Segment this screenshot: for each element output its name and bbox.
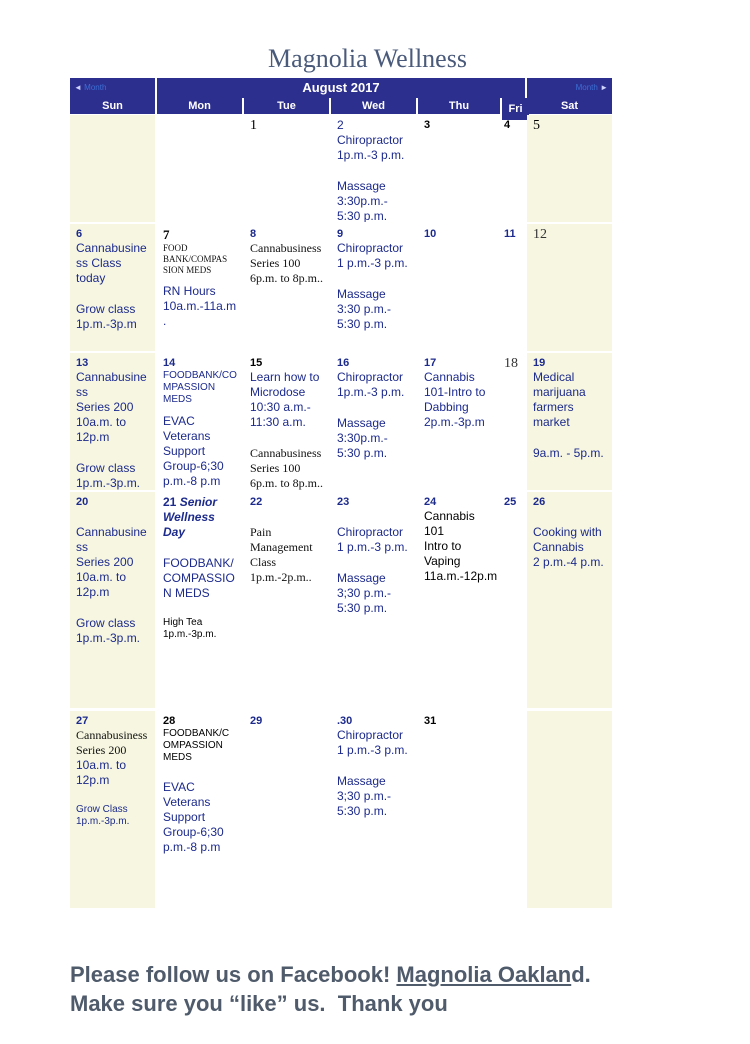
prev-month-bar <box>70 78 155 98</box>
day-cell-21[interactable] <box>157 492 242 708</box>
day-number: 5 <box>533 118 540 133</box>
event: Cannabis 101-Intro to Dabbing 2p.m.-3p.m <box>424 370 486 429</box>
day-cell-19[interactable] <box>527 353 612 490</box>
header-wed: Wed <box>331 98 416 114</box>
event: FOOD BANK/COMPAS SION MEDS <box>163 243 228 275</box>
next-month-bar <box>527 78 612 98</box>
day-number: 31 <box>424 715 437 727</box>
event: Chiropractor 1 p.m.-3 p.m. <box>337 728 408 757</box>
day-number: 13 <box>76 357 89 369</box>
day-number: 9 <box>337 228 344 240</box>
header-sat: Sat <box>527 98 612 114</box>
day-cell-2[interactable] <box>331 115 416 222</box>
day-cell-17[interactable] <box>418 353 500 490</box>
day-cell-22[interactable] <box>244 492 329 708</box>
day-cell-27[interactable] <box>70 711 155 908</box>
day-number: 14 <box>163 357 176 369</box>
day-number: 22 <box>250 496 263 508</box>
day-cell-7[interactable] <box>157 224 242 351</box>
day-number: 1 <box>250 118 257 133</box>
event: Cannabusine ss Series 200 10a.m. to 12p.m <box>76 370 147 444</box>
day-number: 10 <box>424 228 437 240</box>
day-number: 20 <box>76 496 89 508</box>
senior-wellness-day <box>163 495 236 540</box>
day-number: 15 <box>250 357 263 369</box>
event: Grow class 1p.m.-3p.m <box>76 302 137 331</box>
event: Chiropractor 1 p.m.-3 p.m. <box>337 241 408 270</box>
day-cell-29[interactable] <box>244 711 329 908</box>
event: Chiropractor 1 p.m.-3 p.m. <box>337 525 408 554</box>
day-cell-empty <box>502 711 525 908</box>
event: FOODBANK/CO MPASSION MEDS <box>163 370 237 405</box>
day-cell-8[interactable] <box>244 224 329 351</box>
footer-text: Please follow us on Facebook! <box>70 962 397 987</box>
day-cell-15[interactable] <box>244 353 329 490</box>
event: Medical marijuana farmers market <box>533 370 586 429</box>
event: Cannabusine ss Class today <box>76 241 147 285</box>
day-cell-10[interactable] <box>418 224 500 351</box>
event: Massage 3:30 p.m.- 5:30 p.m. <box>337 287 392 331</box>
day-number: 12 <box>533 227 547 242</box>
event: Grow class 1p.m.-3p.m. <box>76 461 141 490</box>
day-number: 4 <box>504 119 511 131</box>
day-number: 23 <box>337 496 350 508</box>
facebook-link[interactable]: Magnolia Oaklan <box>396 962 572 987</box>
day-cell-empty <box>527 711 612 908</box>
day-cell-23[interactable] <box>331 492 416 708</box>
event: FOODBANK/C OMPASSION MEDS <box>163 728 230 763</box>
day-cell-5[interactable] <box>527 115 612 222</box>
day-number: 25 <box>504 496 517 508</box>
header-mon: Mon <box>157 98 242 114</box>
month-title: August 2017 <box>157 78 525 98</box>
day-cell-1[interactable] <box>244 115 329 222</box>
event: Grow Class 1p.m.-3p.m. <box>76 804 130 827</box>
day-cell-6[interactable] <box>70 224 155 351</box>
day-number: 28 <box>163 715 176 727</box>
day-number: 8 <box>250 228 257 240</box>
day-cell-empty <box>70 115 155 222</box>
day-cell-20[interactable] <box>70 492 155 708</box>
day-number: 19 <box>533 357 546 369</box>
event: EVAC Veterans Support Group-6;30 p.m.-8 p.m <box>163 780 224 854</box>
day-cell-16[interactable] <box>331 353 416 490</box>
event: Cannabusiness Series 100 6p.m. to 8p.m.. <box>250 241 324 285</box>
day-number: 11 <box>504 228 516 240</box>
day-number: 21 <box>163 495 177 509</box>
day-cell-12[interactable] <box>527 224 612 351</box>
day-number: 24 <box>424 496 437 508</box>
event: EVAC Veterans Support Group-6;30 p.m.-8 p.m <box>163 414 224 488</box>
footer-line-1 <box>70 960 730 989</box>
event: Chiropractor 1p.m.-3 p.m. <box>337 370 405 399</box>
event: Grow class 1p.m.-3p.m. <box>76 616 141 645</box>
day-cell-3[interactable] <box>418 115 500 222</box>
page-title: Magnolia Wellness <box>268 44 467 73</box>
day-cell-14[interactable] <box>157 353 242 490</box>
event: Cannabis 101 Intro to Vaping 11a.m.-12p.m <box>424 509 498 583</box>
day-cell-24[interactable] <box>418 492 500 708</box>
event: Massage 3;30 p.m.- 5:30 p.m. <box>337 571 392 615</box>
day-cell-empty <box>157 115 242 222</box>
day-number: 29 <box>250 715 263 727</box>
day-cell-30[interactable] <box>331 711 416 908</box>
day-cell-31[interactable] <box>418 711 500 908</box>
day-cell-13[interactable] <box>70 353 155 490</box>
event: Cannabusiness Series 100 6p.m. to 8p.m.. <box>250 446 324 490</box>
next-month-link[interactable] <box>576 78 608 98</box>
prev-month-label: Month <box>84 83 107 92</box>
day-cell-9[interactable] <box>331 224 416 351</box>
event: Cooking with Cannabis 2 p.m.-4 p.m. <box>533 525 604 569</box>
day-cell-11[interactable] <box>502 224 525 351</box>
right-arrow-icon: ► <box>600 83 608 92</box>
header-fri: Fri <box>502 98 529 120</box>
event: High Tea 1p.m.-3p.m. <box>163 617 217 640</box>
day-number: .30 <box>337 715 353 727</box>
day-cell-25[interactable] <box>502 492 525 708</box>
header-sun: Sun <box>70 98 155 114</box>
day-cell-28[interactable] <box>157 711 242 908</box>
day-number: 18 <box>504 356 518 371</box>
day-cell-18[interactable] <box>502 353 525 490</box>
header-thu: Thu <box>418 98 500 114</box>
header-tue: Tue <box>244 98 329 114</box>
event-title: Senior Wellness Day <box>163 495 218 539</box>
event: Massage 3:30p.m.- 5:30 p.m. <box>337 179 388 222</box>
day-number: 26 <box>533 496 546 508</box>
event: Massage 3;30 p.m.- 5:30 p.m. <box>337 774 392 818</box>
day-number: 7 <box>163 227 170 242</box>
footer-line-2: Make sure you “like” us. Thank you <box>70 991 448 1016</box>
event: Massage 3:30p.m.- 5:30 p.m. <box>337 416 388 460</box>
event: 10a.m. to 12p.m <box>76 758 127 787</box>
event: 9a.m. - 5p.m. <box>533 446 604 460</box>
next-month-label: Month <box>575 83 598 92</box>
event: Pain Management Class 1p.m.-2p.m.. <box>250 525 313 584</box>
day-cell-4[interactable] <box>502 115 525 222</box>
day-number: 6 <box>76 228 83 240</box>
day-number: 16 <box>337 357 350 369</box>
event: Learn how to Microdose 10:30 a.m.- 11:30 a.m. <box>250 370 320 429</box>
day-number: 27 <box>76 715 89 727</box>
event: RN Hours 10a.m.-11a.m . <box>163 284 237 328</box>
event: Cannabusine ss Series 200 10a.m. to 12p.m <box>76 525 147 599</box>
footer-message <box>70 960 730 1018</box>
day-number: 17 <box>424 357 437 369</box>
footer-text-end: d. <box>571 962 591 987</box>
day-number: 2 <box>337 118 344 132</box>
prev-month-link[interactable] <box>74 78 106 98</box>
left-arrow-icon: ◄ <box>74 83 82 92</box>
event: Cannabusiness Series 200 <box>76 728 148 757</box>
day-cell-26[interactable] <box>527 492 612 708</box>
day-number: 3 <box>424 119 431 131</box>
event: FOODBANK/ COMPASSIO N MEDS <box>163 556 235 600</box>
event: Chiropractor 1p.m.-3 p.m. <box>337 133 405 162</box>
